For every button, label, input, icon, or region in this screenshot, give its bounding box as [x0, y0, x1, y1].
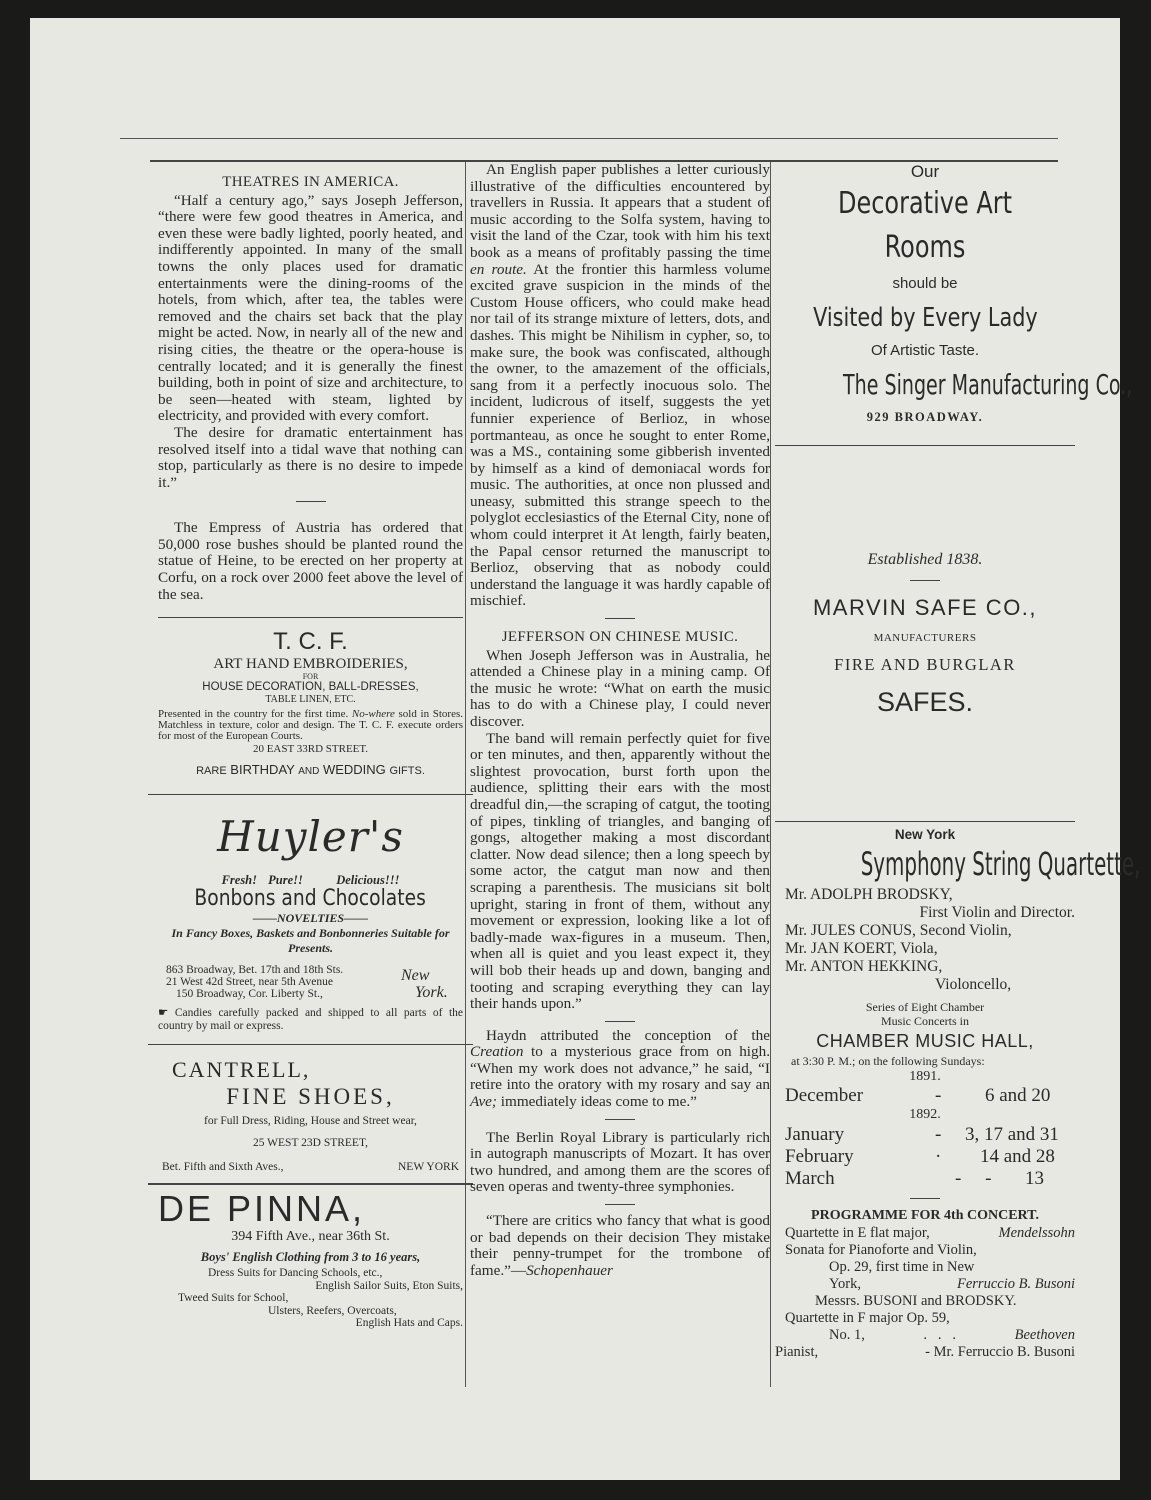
haydn-paragraph [470, 1028, 770, 1111]
symphony-dec-d: 6 and 20 [985, 1085, 1051, 1106]
marvin-fire: FIRE AND BURGLAR [834, 655, 1016, 674]
column-1 [158, 174, 463, 1330]
symphony-feb: February · 14 and 28 [785, 1146, 1055, 1167]
huylers-novelties: ——NOVELTIES—— [252, 911, 369, 926]
tcf-line-3: HOUSE DECORATION, BALL-DRESSES, [202, 681, 419, 694]
tcf-gifts-a: RARE [196, 765, 227, 778]
symphony-programme [775, 1225, 1075, 1361]
symphony-mar: March - - 13 [785, 1168, 1044, 1189]
symphony-prog: PROGRAMME FOR 4th CONCERT. [811, 1208, 1039, 1223]
separator [148, 1044, 473, 1045]
haydn-a: Haydn attributed the conception of the [486, 1026, 770, 1044]
symphony-jan-m: January [785, 1124, 845, 1145]
prog-2d: Ferruccio B. Busoni [957, 1276, 1075, 1292]
prog-item-1 [785, 1225, 1075, 1242]
singer-l1: Our [910, 162, 940, 181]
prog-2b: Op. 29, first time in New [829, 1259, 975, 1275]
symphony-hall: CHAMBER MUSIC HALL, [816, 1031, 1034, 1051]
symphony-m2: Mr. JULES CONUS, Second Violin, [785, 922, 1012, 939]
symphony-1891: 1891. [909, 1069, 941, 1084]
singer-l6 [775, 364, 1133, 407]
symphony-title [775, 844, 1141, 884]
separator [605, 618, 635, 619]
prog-1a: Quartette in E flat major, [785, 1225, 930, 1241]
english-paper-paragraph [470, 162, 770, 610]
huylers-city-2: York. [415, 984, 448, 1002]
tcf-line-1: ART HAND EMBROIDERIES, [213, 656, 408, 673]
symphony-series-2: Music Concerts in [881, 1014, 969, 1028]
symphony-m4: Mr. ANTON HEKKING, [785, 958, 943, 975]
huylers-t2: Pure!! [268, 873, 303, 888]
berlin-paragraph: The Berlin Royal Library is particularly rich in autograph manuscripts of Mozart. It has over two hundred, and among them are the scores of seven operas and twenty-three symphonies. [470, 1128, 770, 1196]
singer-l4 [775, 298, 1075, 338]
prog-4a: Pianist, [775, 1344, 819, 1360]
depinna-list [158, 1267, 463, 1330]
separator [148, 794, 473, 795]
huylers-addr-3: 150 Broadway, Cor. Liberty St., [176, 988, 323, 1001]
haydn-d: Ave; [470, 1093, 497, 1111]
cantrell-desc: for Full Dress, Riding, House and Street wear, [204, 1115, 417, 1128]
singer-l7: 929 BROADWAY. [866, 410, 984, 424]
tcf-gifts [158, 760, 463, 782]
symphony-time: at 3:30 P. M.; on the following Sundays: [791, 1054, 985, 1068]
symphony-mar-d: 13 [1025, 1168, 1044, 1189]
cantrell-shoes: FINE SHOES, [226, 1084, 395, 1110]
huylers-candies [158, 1007, 463, 1032]
chinese-paragraph-1: When Joseph Jefferson was in Australia, he attended a Chinese play in a mining camp. Of the music he wrote: “What on earth the music has to do with a Chinese play, I could never discover. [470, 646, 770, 730]
critics-text: “There are critics who fancy that what is good or bad depends on their decision They mistake their penny-trumpet for the trombone of fame.”— [470, 1212, 770, 1279]
singer-l4-text: Visited by Every Lady [812, 303, 1038, 333]
prog-item-2 [785, 1276, 1075, 1293]
tcf-gifts-b: BIRTHDAY [230, 762, 295, 778]
symphony-title-text: Symphony String Quartette, [860, 845, 1141, 883]
column-3 [775, 162, 1141, 1361]
prog-item-4: Pianist, - Mr. Ferruccio B. Busoni [775, 1344, 1075, 1360]
theatres-paragraph-1: “Half a century ago,” says Joseph Jefferson, “there were few good theatres in America, and even these were badly lighted, poorly heated, and indifferently appointed. In many of the small towns the only places used for dramatic entertainments were the dining-rooms of the hotels, from which, after tea, the tables were removed and the chairs set back that the play might be acted. Now, in nearly all of the new and rising cities, the theatre or the opera-house is centrally located; and it is generally the finest building, both in point of size and architecture, to be seen—heated with steam, lighted by electricity, and provided with every comfort. [158, 191, 463, 425]
symphony-m1b: First Violin and Director. [919, 904, 1075, 921]
huylers-ad [158, 807, 463, 1032]
top-rule [120, 138, 1058, 139]
empress-paragraph: The Empress of Austria has ordered that 50,000 rose bushes should be planted round the statue of Heine, to be erected on her property at Corfu, on a rock over 2000 feet above the level of the sea. [158, 519, 463, 603]
symphony-feb-d: 14 and 28 [980, 1146, 1055, 1167]
critics-author: Schopenhauer [526, 1261, 613, 1279]
marvin-established: Established 1838. [867, 551, 983, 568]
symphony-m4b: Violoncello, [935, 976, 1012, 993]
depinna-ad [158, 1188, 463, 1330]
huylers-t1: Fresh! [221, 873, 257, 888]
separator [158, 617, 463, 618]
tcf-ad [158, 628, 463, 782]
theatres-title: THEATRES IN AMERICA. [222, 174, 399, 190]
depinna-name: DE PINNA, [158, 1188, 366, 1230]
prog-3b: No. 1, [829, 1327, 865, 1343]
huylers-addr-2: 21 West 42d Street, near 5th Avenue [166, 976, 333, 989]
english-paper-c: At the frontier this harmless volume excited grave suspicion in the minds of the Custom House officers, who could make head nor tail of its strange mixture of letters, dots, and dashes. This might be Nihilism in cypher, so, to make sure, the book was confiscated, although the owner, to the amazement of the officials, sang from it a perfectly inocuous solo. The incident, ludicrous of itself, suggests the yet funnier experience of Berlioz, in whose portmanteau, as once he sought to enter Rome, was a MS., containing some gibberish invented by himself as a kind of demoniacal words for music. The authorities, at once non plussed and uneasy, submitted this strange speech to the polyglot ecclesiastics of the Eternal City, none of whom could interpret it At length, fairly beaten, the Papal censor returned the manuscript to Berlioz, observing that as nobody could understand the language it was hardly capable of mischief. [470, 260, 770, 610]
cantrell-ad [158, 1057, 463, 1179]
tcf-body-a: Presented in the country for the first time. [158, 708, 349, 721]
marvin-name: MARVIN SAFE CO., [812, 595, 1038, 620]
singer-ad [775, 162, 1133, 427]
symphony-dec-m: December [785, 1085, 864, 1106]
singer-l3: should be [892, 275, 958, 292]
pointing-hand-icon: ☛ [158, 1007, 169, 1020]
tcf-gifts-c: AND [298, 766, 320, 778]
tcf-body-c: sold in Stores. Matchless in texture, color and design. The T. C. F. execute orders for most of the European Courts. [158, 708, 463, 743]
separator [605, 1204, 635, 1205]
tcf-name: T. C. F. [273, 628, 348, 656]
symphony-feb-m: February [785, 1146, 854, 1167]
english-paper-a: An English paper publishes a letter curiously illustrative of the difficulties encountered by travellers in Russia. It appears that a student of music according to the Solfa system, having to visit the land of the Czar, took with him his text book as a means of profitably passing the time [470, 161, 770, 261]
haydn-e: immediately ideas come to me.” [500, 1093, 697, 1111]
prog-3c: Beethoven [1014, 1327, 1075, 1343]
marvin-ad [775, 550, 1075, 729]
huylers-candies-text: Candies carefully packed and shipped to all parts of the country by mail or express. [158, 1007, 464, 1032]
column-divider-1 [465, 162, 466, 1387]
singer-l2-text: Decorative Art Rooms [837, 186, 1013, 265]
symphony-m3: Mr. JAN KOERT, Viola, [785, 940, 938, 957]
tcf-line-4: TABLE LINEN, ETC. [265, 694, 356, 706]
depinna-l2: English Sailor Suits, Eton Suits, [315, 1279, 463, 1292]
huylers-city-1: New [401, 967, 430, 985]
symphony-ad [775, 826, 1141, 1361]
haydn-c: to a mysterious grace from on high. “When my work does not advance,” he said, “I retire into the oratory with my rosary and say an [470, 1043, 771, 1094]
depinna-l4: Ulsters, Reefers, Overcoats, [268, 1304, 397, 1317]
tcf-line-2: FOR [302, 672, 319, 682]
huylers-tagline [158, 873, 463, 887]
prog-2c: York, [829, 1276, 861, 1292]
haydn-b: Creation [470, 1043, 524, 1061]
cantrell-address: 25 WEST 23D STREET, [253, 1137, 368, 1150]
symphony-1892: 1892. [909, 1107, 941, 1122]
tcf-gifts-e: GIFTS. [389, 765, 425, 778]
separator [775, 445, 1075, 446]
prog-2e: Messrs. BUSONI and BRODSKY. [815, 1293, 1017, 1309]
huylers-main-text: Bonbons and Chocolates [194, 886, 427, 912]
critics-paragraph [470, 1213, 770, 1279]
theatres-paragraph-2: The desire for dramatic entertainment has resolved itself into a tidal wave that nothing can stop, particularly as there is no desire to impede it.” [158, 423, 463, 491]
tcf-gifts-d: WEDDING [322, 762, 386, 778]
symphony-series-1: Series of Eight Chamber [865, 1000, 985, 1014]
separator [910, 1198, 940, 1199]
prog-1b: Mendelssohn [998, 1225, 1075, 1241]
depinna-l5: English Hats and Caps. [355, 1317, 463, 1330]
separator [605, 1021, 635, 1022]
depinna-l3: Tweed Suits for School, [178, 1292, 289, 1305]
symphony-mar-m: March [785, 1168, 835, 1189]
chinese-title: JEFFERSON ON CHINESE MUSIC. [501, 629, 739, 646]
marvin-manufacturers: MANUFACTURERS [873, 632, 977, 644]
symphony-ny: New York [894, 827, 956, 842]
singer-l2 [775, 182, 1075, 270]
cantrell-bet: Bet. Fifth and Sixth Aves., [162, 1161, 284, 1174]
symphony-jan-d: 3, 17 and 31 [965, 1124, 1059, 1145]
huylers-t3: Delicious!!! [336, 873, 400, 888]
symphony-jan: January - 3, 17 and 31 [785, 1124, 1059, 1145]
huylers-logo: Huyler's [217, 812, 404, 862]
symphony-m1: Mr. ADOLPH BRODSKY, [785, 886, 953, 903]
huylers-city [401, 964, 463, 1001]
tcf-address: 20 EAST 33RD STREET. [252, 743, 369, 756]
prog-2a: Sonata for Pianoforte and Violin, [785, 1242, 977, 1258]
english-paper-b: en route. [470, 260, 527, 278]
singer-l5: Of Artistic Taste. [870, 342, 980, 359]
column-divider-2 [770, 162, 771, 1387]
prog-3a: Quartette in F major Op. 59, [785, 1310, 950, 1326]
huylers-addr-list [158, 964, 401, 1001]
marvin-safes: SAFES. [876, 687, 974, 717]
huylers-addresses [158, 964, 463, 1001]
symphony-dec: December - 6 and 20 [785, 1085, 1051, 1106]
huylers-main [158, 887, 463, 910]
cantrell-name: CANTRELL, [172, 1057, 311, 1083]
separator [775, 821, 1075, 822]
huylers-addr-1: 863 Broadway, Bet. 17th and 18th Sts. [166, 964, 344, 977]
singer-l6-text: The Singer Manufacturing Co., [843, 368, 1133, 401]
separator [605, 1119, 635, 1120]
cantrell-city: NEW YORK [397, 1161, 459, 1174]
separator [296, 501, 326, 502]
tcf-body-b: No-where [351, 708, 395, 721]
prog-item-3: No. 1, . . . Beethoven [829, 1327, 1075, 1343]
cantrell-footer [158, 1155, 463, 1179]
separator [148, 1183, 473, 1185]
huylers-desc: In Fancy Boxes, Baskets and Bonbonneries Suitable for Presents. [171, 926, 450, 956]
depinna-address: 394 Fifth Ave., near 36th St. [231, 1229, 390, 1245]
chinese-paragraph-2: The band will remain perfectly quiet for five or ten minutes, and then, apparently without the slightest provocation, burst forth upon the audience, splitting their ears with the most dreadful din,—the scraping of catgut, the tooting of pipes, tinkling of triangles, and banging of gongs, altogether making a most discordant clatter. Now dead silence; then a long speech by some actor, the catgut man now and then scraping a parenthesis. The musicians sit bolt upright, staring in front of them, without any movement or expression, looking like a lot of badly-made wax-figures in a museum. Then, when all is quiet and you least expect it, they will bob their heads up and down, banging and tooting and scraping everything they can lay their hands upon.” [470, 729, 770, 1013]
separator [910, 580, 940, 581]
symphony-members [775, 886, 1075, 994]
column-2 [470, 162, 770, 1279]
depinna-l1: Dress Suits for Dancing Schools, etc., [208, 1267, 383, 1280]
prog-4b: Mr. Ferruccio B. Busoni [933, 1344, 1075, 1360]
tcf-body [158, 709, 463, 742]
depinna-tag: Boys' English Clothing from 3 to 16 years, [200, 1250, 421, 1265]
